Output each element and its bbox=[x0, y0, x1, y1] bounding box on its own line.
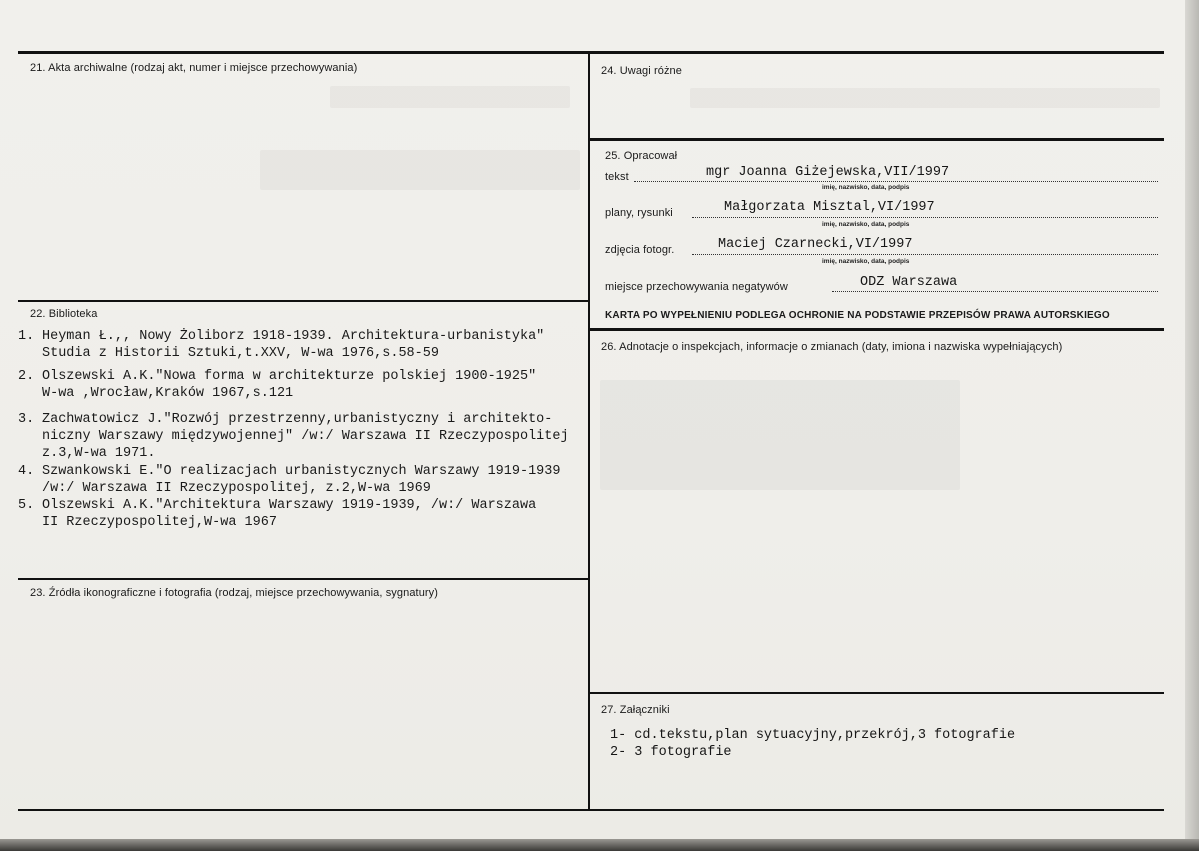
bib-line: Studia z Historii Sztuki,t.XXV, W-wa 1976,s.58-59 bbox=[42, 346, 439, 361]
bottom-rule bbox=[18, 809, 1164, 811]
bib-line: z.3,W-wa 1971. bbox=[42, 446, 156, 461]
copyright-notice: KARTA PO WYPEŁNIENIU PODLEGA OCHRONIE NA PODSTAWIE PRZEPISÓW PRAWA AUTORSKIEGO bbox=[605, 310, 1110, 321]
bib-line: Szwankowski E."O realizacjach urbanistycznych Warszawy 1919-1939 bbox=[42, 464, 561, 479]
section-22-label: 22. Biblioteka bbox=[30, 308, 98, 320]
bib-number: 4. bbox=[18, 464, 35, 479]
plany-label: plany, rysunki bbox=[605, 207, 673, 219]
show-through-smudge bbox=[260, 150, 580, 190]
attachment-item-1: 1- cd.tekstu,plan sytuacyjny,przekrój,3 fotografie bbox=[610, 728, 1016, 743]
show-through-smudge bbox=[330, 86, 570, 108]
negatywy-dotted-line bbox=[832, 291, 1158, 292]
section-25-label: 25. Opracował bbox=[605, 150, 678, 162]
rule-22-23 bbox=[18, 578, 590, 580]
bib-line: /w:/ Warszawa II Rzeczypospolitej, z.2,W-wa 1969 bbox=[42, 481, 431, 496]
section-24-label: 24. Uwagi różne bbox=[601, 65, 682, 77]
bib-number: 2. bbox=[18, 369, 35, 384]
attachment-item-2: 2- 3 fotografie bbox=[610, 745, 732, 760]
plany-caption: imię, nazwisko, data, podpis bbox=[822, 221, 910, 228]
top-rule bbox=[18, 51, 1164, 54]
zdjecia-label: zdjęcia fotogr. bbox=[605, 244, 675, 256]
section-26-label: 26. Adnotacje o inspekcjach, informacje o zmianach (daty, imiona i nazwiska wypełniających) bbox=[601, 341, 1063, 353]
plany-dotted-line bbox=[692, 217, 1158, 218]
section-27-label: 27. Załączniki bbox=[601, 704, 670, 716]
negatywy-value: ODZ Warszawa bbox=[860, 275, 958, 290]
plany-value: Małgorzata Misztal,VI/1997 bbox=[724, 200, 935, 215]
bib-line: W-wa ,Wrocław,Kraków 1967,s.121 bbox=[42, 386, 294, 401]
section-23-label: 23. Źródła ikonograficzne i fotografia (rodzaj, miejsce przechowywania, sygnatury) bbox=[30, 587, 439, 599]
bib-line: II Rzeczypospolitej,W-wa 1967 bbox=[42, 515, 277, 530]
zdjecia-value: Maciej Czarnecki,VI/1997 bbox=[718, 237, 913, 252]
scan-edge-bottom bbox=[0, 839, 1199, 851]
show-through-smudge bbox=[690, 88, 1160, 108]
section-21-label: 21. Akta archiwalne (rodzaj akt, numer i miejsce przechowywania) bbox=[30, 62, 358, 74]
show-through-smudge bbox=[600, 380, 960, 490]
tekst-value: mgr Joanna Giżejewska,VII/1997 bbox=[706, 165, 950, 180]
bib-line: Heyman Ł.,, Nowy Żoliborz 1918-1939. Architektura-urbanistyka" bbox=[42, 329, 545, 344]
bib-line: Olszewski A.K."Nowa forma w architekturze polskiej 1900-1925" bbox=[42, 369, 537, 384]
bib-number: 3. bbox=[18, 412, 35, 427]
negatywy-label: miejsce przechowywania negatywów bbox=[605, 281, 788, 293]
tekst-caption: imię, nazwisko, data, podpis bbox=[822, 184, 910, 191]
center-divider bbox=[588, 51, 590, 811]
rule-24-25 bbox=[588, 138, 1164, 141]
bib-line: niczny Warszawy międzywojennej" /w:/ Warszawa II Rzeczypospolitej bbox=[42, 429, 569, 444]
scan-edge-right bbox=[1185, 0, 1199, 851]
zdjecia-dotted-line bbox=[692, 254, 1158, 255]
rule-26-27 bbox=[588, 692, 1164, 694]
bib-number: 5. bbox=[18, 498, 35, 513]
bib-line: Olszewski A.K."Architektura Warszawy 1919-1939, /w:/ Warszawa bbox=[42, 498, 537, 513]
zdjecia-caption: imię, nazwisko, data, podpis bbox=[822, 258, 910, 265]
tekst-dotted-line bbox=[634, 181, 1158, 182]
bib-line: Zachwatowicz J."Rozwój przestrzenny,urbanistyczny i architekto- bbox=[42, 412, 553, 427]
rule-25-26 bbox=[588, 328, 1164, 331]
rule-21-22 bbox=[18, 300, 590, 302]
bib-number: 1. bbox=[18, 329, 35, 344]
tekst-label: tekst bbox=[605, 171, 629, 183]
